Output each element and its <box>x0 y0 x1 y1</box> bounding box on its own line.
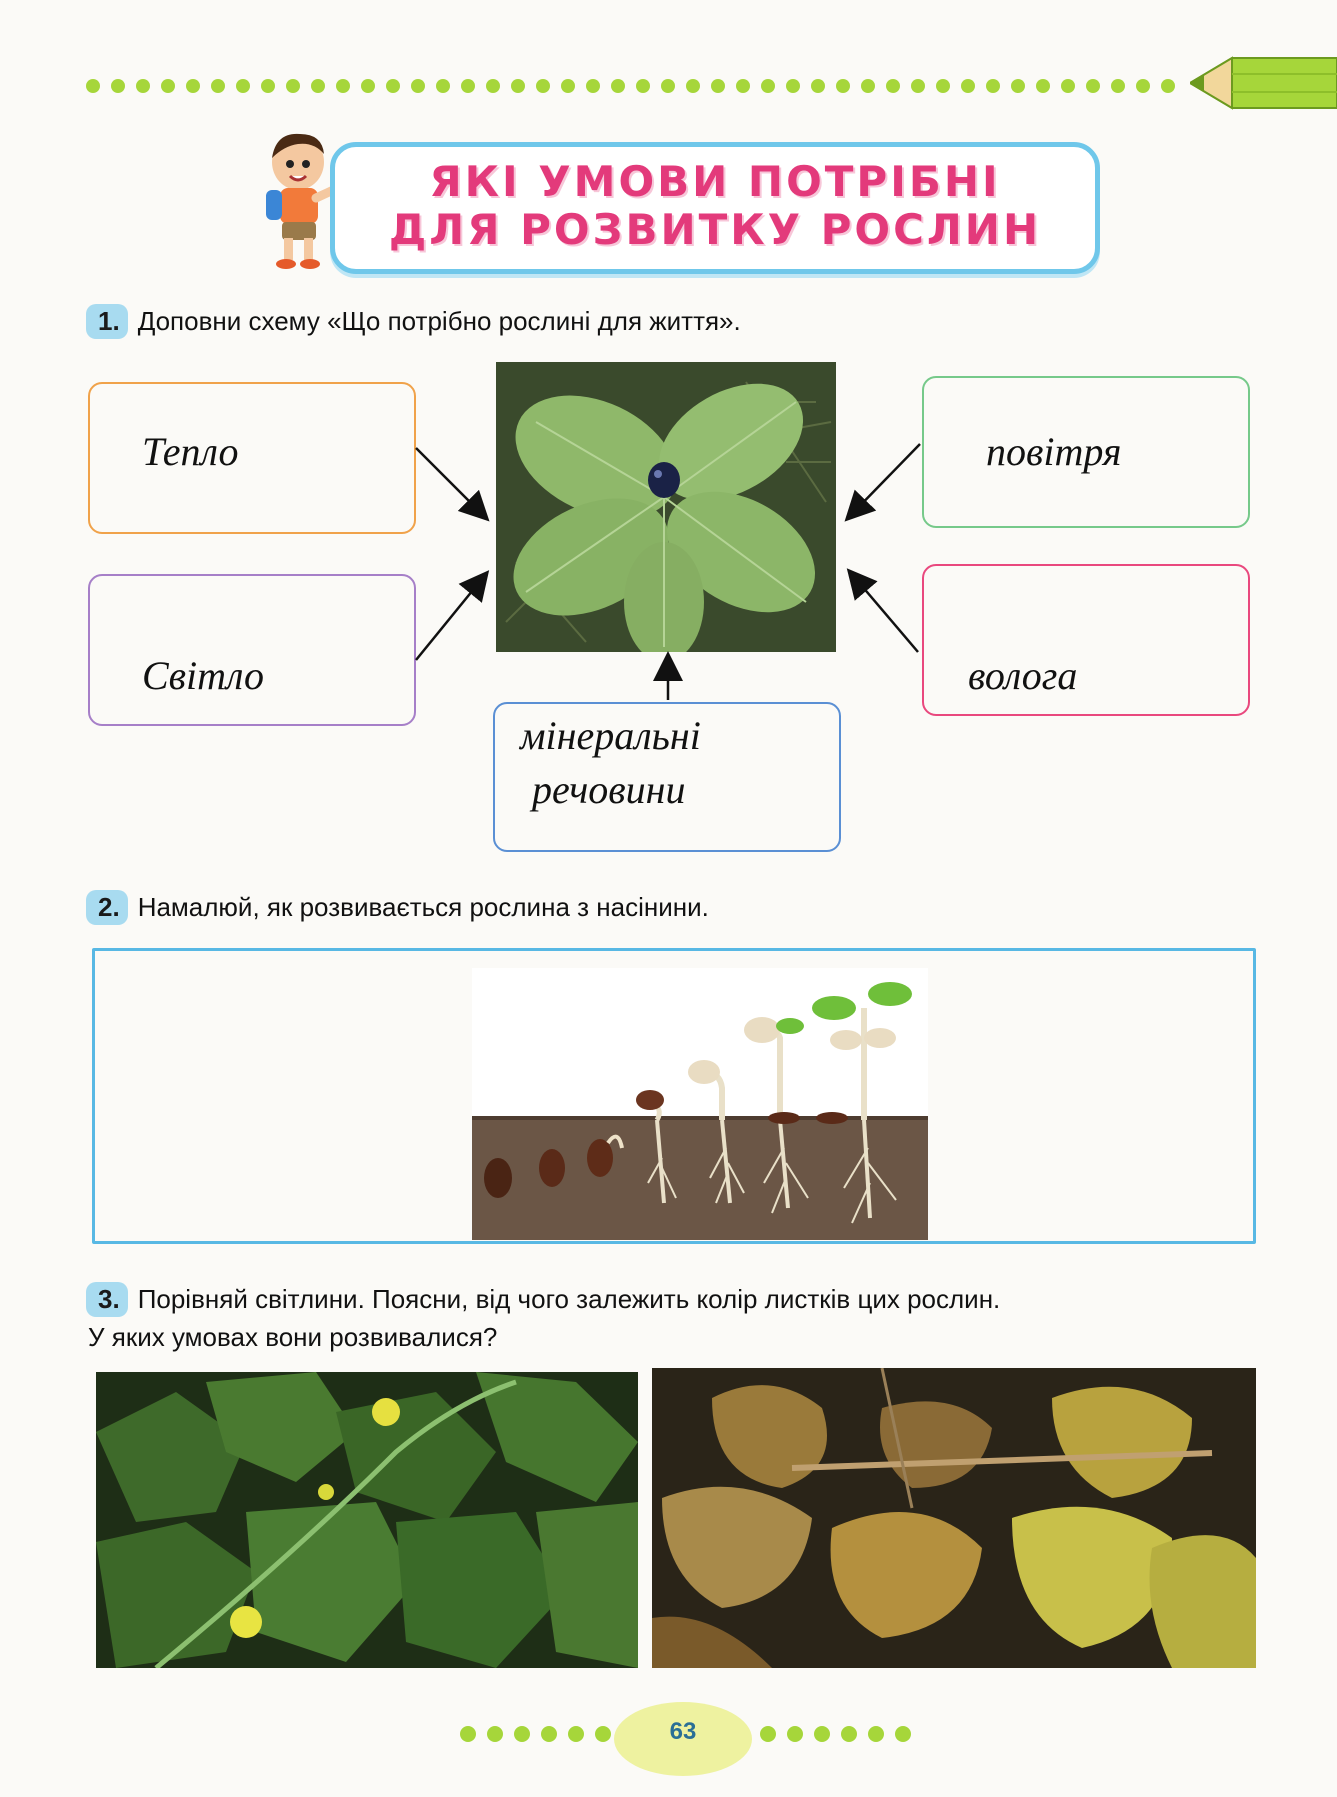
seed-germination-image <box>472 968 928 1240</box>
task-3-header <box>86 1282 1000 1317</box>
arrow-air <box>848 444 920 518</box>
bottom-dots-left <box>460 1726 622 1742</box>
task-3-instruction-line-1: Порівняй світлини. Поясни, від чого залежить колір листків цих рослин. <box>137 1284 1001 1314</box>
handwritten-answer-moisture: волога <box>968 653 1078 698</box>
task-1-instruction: Доповни схему «Що потрібно рослині для життя». <box>137 306 741 336</box>
yellowing-leaves-photo <box>652 1368 1256 1668</box>
arrow-warmth <box>416 448 486 518</box>
page-number: 63 <box>669 1718 697 1745</box>
handwritten-answer-minerals-1: мінеральні <box>520 713 701 758</box>
task-2-number: 2. <box>86 890 128 925</box>
handwritten-answer-light: Світло <box>142 653 264 698</box>
arrow-light <box>416 574 486 660</box>
lesson-title-line-1: ЯКІ УМОВИ ПОТРІБНІ <box>429 157 1001 206</box>
task-2-header <box>86 890 709 925</box>
handwritten-answer-air: повітря <box>986 429 1122 474</box>
arrow-moisture <box>850 572 918 652</box>
task-3-instruction-line-2: У яких умовах вони розвивалися? <box>88 1322 498 1352</box>
green-leaves-photo <box>96 1372 638 1668</box>
lesson-title-line-2: ДЛЯ РОЗВИТКУ РОСЛИН <box>388 205 1042 254</box>
task-1-number: 1. <box>86 304 128 339</box>
handwritten-answer-warmth: Тепло <box>142 429 239 474</box>
task-3-number: 3. <box>86 1282 128 1317</box>
bottom-dots-right <box>760 1726 922 1742</box>
handwritten-answer-minerals-2: речовини <box>532 767 686 812</box>
task-2-instruction: Намалюй, як розвивається рослина з насінини. <box>137 892 709 922</box>
